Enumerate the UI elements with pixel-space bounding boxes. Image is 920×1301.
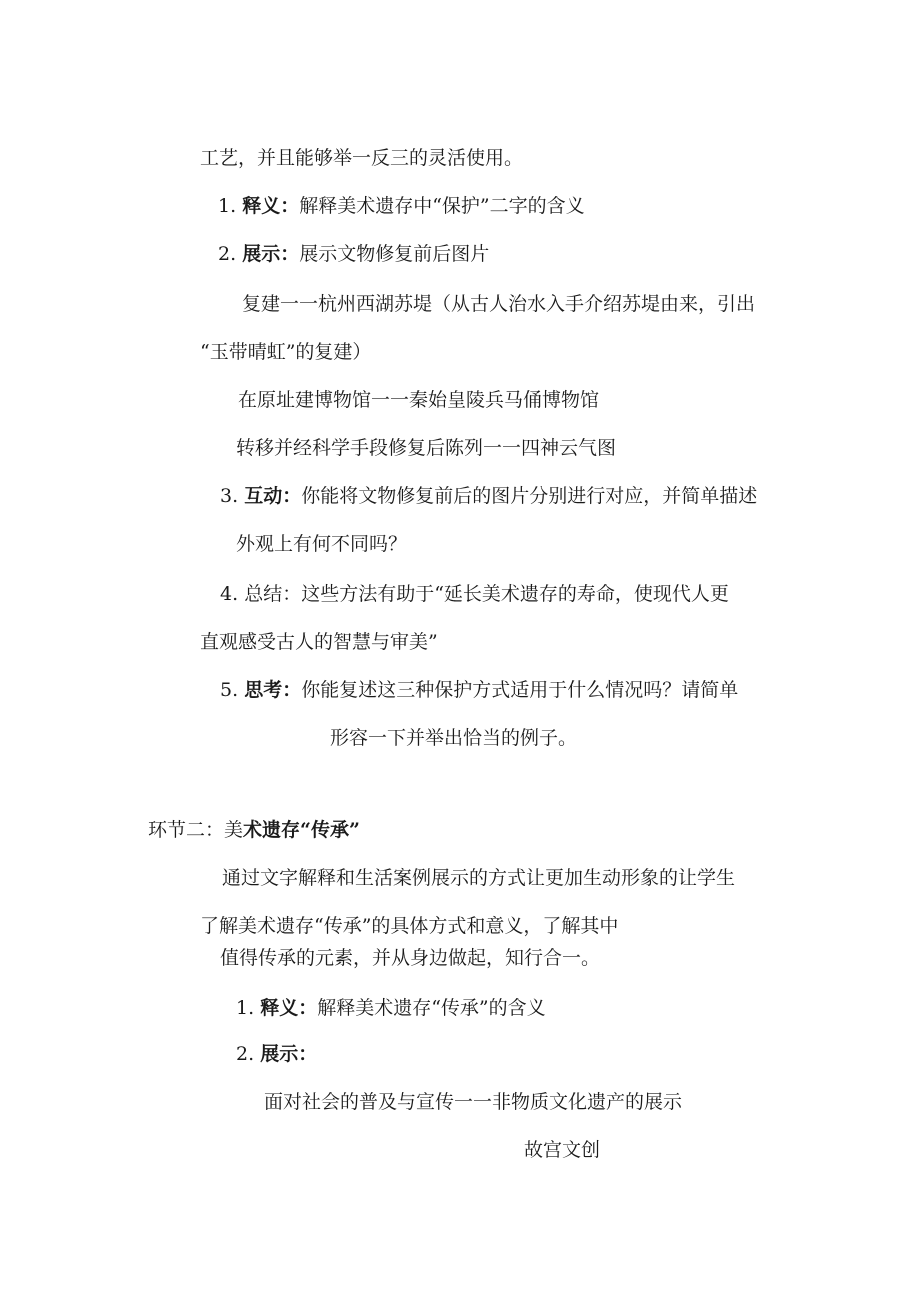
item-label: 互动： <box>244 485 302 507</box>
section-2-heading <box>148 818 360 842</box>
s1-item-4-cont: 直观感受古人的智慧与审美” <box>200 631 438 653</box>
s2-intro-line-3: 值得传承的元素，并从身边做起，知行合一。 <box>220 947 601 969</box>
s1-item-4 <box>220 582 729 606</box>
show-line-suti-cont: “玉带晴虹”的复建） <box>200 341 372 363</box>
item-text: 你能复述这三种保护方式适用于什么情况吗？请简单 <box>301 679 739 701</box>
item-label: 展示： <box>260 1043 318 1065</box>
s1-item-5-cont: 形容一下并举出恰当的例子。 <box>330 727 578 749</box>
s1-item-5 <box>220 678 738 702</box>
item-number: 4. <box>220 583 239 605</box>
item-number: 5. <box>220 679 239 701</box>
show-line-museum: 在原址建博物馆一一秦始皇陵兵马俑博物馆 <box>238 389 600 411</box>
heading-bold: 术遗存“传承” <box>243 819 360 841</box>
s1-item-3 <box>220 484 757 508</box>
item-text: 展示文物修复前后图片 <box>299 243 490 265</box>
s1-item-3-cont: 外观上有何不同吗？ <box>236 533 408 555</box>
intro-tail: 工艺，并且能够举一反三的灵活使用。 <box>200 147 524 169</box>
show-line-transfer: 转移并经科学手段修复后陈列一一四神云气图 <box>236 437 617 459</box>
item-number: 2. <box>236 1043 255 1065</box>
show-line-suti: 复建一一杭州西湖苏堤（从古人治水入手介绍苏堤由来，引出 <box>242 293 756 315</box>
item-text: 解释美术遗存“传承”的含义 <box>317 997 546 1019</box>
item-number: 3. <box>220 485 239 507</box>
item-text: 这些方法有助于“延长美术遗存的寿命，使现代人更 <box>301 583 729 605</box>
item-text: 你能将文物修复前后的图片分别进行对应，并简单描述 <box>301 485 758 507</box>
s2-show-line-2: 故宫文创 <box>524 1139 601 1161</box>
heading-prefix: 环节二：美 <box>148 819 244 841</box>
item-label: 展示： <box>242 243 300 265</box>
s1-item-2 <box>218 242 489 266</box>
item-label: 总结： <box>244 583 302 605</box>
item-label: 思考： <box>244 679 302 701</box>
s2-item-2 <box>236 1042 317 1066</box>
s2-item-1 <box>236 996 546 1020</box>
item-label: 释义： <box>242 195 300 217</box>
item-number: 1. <box>236 997 255 1019</box>
s2-intro-line-1: 通过文字解释和生活案例展示的方式让更加生动形象的让学生 <box>222 867 736 889</box>
item-text: 解释美术遗存中“保护”二字的含义 <box>299 195 585 217</box>
item-number: 2. <box>218 243 237 265</box>
item-number: 1. <box>218 195 237 217</box>
item-label: 释义： <box>260 997 318 1019</box>
s2-show-line-1: 面对社会的普及与宣传一一非物质文化遗产的展示 <box>264 1091 683 1113</box>
s2-intro-line-2: 了解美术遗存“传承”的具体方式和意义，了解其中 <box>200 915 619 937</box>
s1-item-1 <box>218 194 585 218</box>
